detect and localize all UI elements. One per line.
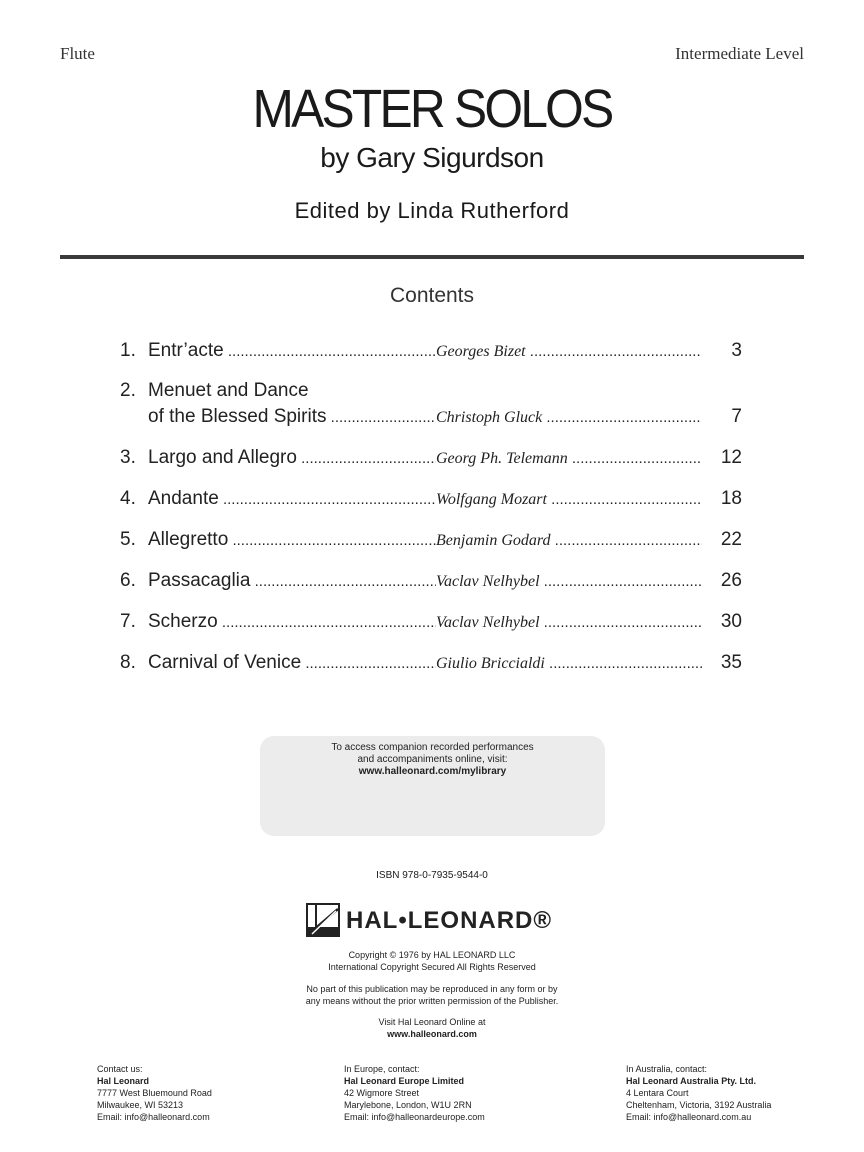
contact-label: In Australia, contact: xyxy=(626,1064,708,1074)
entry-title: Carnival of Venice ..... xyxy=(148,652,436,674)
entry-composer: Benjamin Godard ..... xyxy=(436,532,726,550)
hal-leonard-logo-icon xyxy=(306,903,340,937)
entry-number: 6. xyxy=(120,570,136,591)
entry-page: 18 xyxy=(702,488,742,510)
entry-title: Entr’acte ..... xyxy=(148,340,436,362)
reproduction-notice xyxy=(0,983,864,1007)
contact-name: Hal Leonard xyxy=(97,1076,150,1086)
entry-title: Passacaglia ..... xyxy=(148,570,436,592)
contents-heading: Contents xyxy=(389,284,475,307)
toc-entry[interactable] xyxy=(120,488,742,514)
instrument-label: Flute xyxy=(60,44,95,63)
toc-entry[interactable] xyxy=(120,340,742,366)
toc-entry[interactable] xyxy=(120,447,742,473)
visit-line1: Visit Hal Leonard Online at xyxy=(378,1017,486,1027)
entry-page: 22 xyxy=(702,529,742,551)
level-label: Intermediate Level xyxy=(675,44,804,63)
contact-email[interactable]: Email: info@halleonardeurope.com xyxy=(344,1112,485,1122)
access-text-line2: and accompaniments online, visit: xyxy=(357,754,508,765)
book-title: MASTER SOLOS xyxy=(252,79,612,139)
entry-number: 7. xyxy=(120,611,136,632)
entry-composer: Wolfgang Mozart ..... xyxy=(436,491,726,509)
copyright-line2: International Copyright Secured All Rights Reserved xyxy=(328,962,536,972)
entry-composer: Giulio Briccialdi ..... xyxy=(436,655,726,673)
entry-composer: Georg Ph. Telemann ..... xyxy=(436,450,726,468)
author-line: by Gary Sigurdson xyxy=(320,142,544,173)
entry-number: 3. xyxy=(120,447,136,468)
copyright-line1: Copyright © 1976 by HAL LEONARD LLC xyxy=(348,950,516,960)
toc-entry[interactable] xyxy=(120,380,742,432)
contact-address1: 4 Lentara Court xyxy=(626,1088,689,1098)
entry-composer: Christoph Gluck ..... xyxy=(436,409,726,427)
contact-europe-block xyxy=(344,1063,485,1123)
entry-number: 1. xyxy=(120,340,136,361)
entry-title-line1: Menuet and Dance xyxy=(148,380,309,401)
entry-number: 4. xyxy=(120,488,136,509)
entry-title: Largo and Allegro ..... xyxy=(148,447,436,469)
contact-email[interactable]: Email: info@halleonard.com.au xyxy=(626,1112,752,1122)
notice-line1: No part of this publication may be reproduced in any form or by xyxy=(306,984,558,994)
contact-label: Contact us: xyxy=(97,1064,143,1074)
contact-address2: Marylebone, London, W1U 2RN xyxy=(344,1100,472,1110)
entry-title: Scherzo ..... xyxy=(148,611,436,633)
editor-line: Edited by Linda Rutherford xyxy=(294,198,570,223)
entry-composer: Vaclav Nelhybel ..... xyxy=(436,614,726,632)
entry-number: 2. xyxy=(120,380,136,401)
contact-australia-block xyxy=(626,1063,771,1123)
contact-address2: Cheltenham, Victoria, 3192 Australia xyxy=(626,1100,772,1110)
notice-line2: any means without the prior written permission of the Publisher. xyxy=(305,996,559,1006)
contact-email[interactable]: Email: info@halleonard.com xyxy=(97,1112,210,1122)
entry-page: 7 xyxy=(702,406,742,428)
entry-title: Allegretto ..... xyxy=(148,529,436,551)
contact-name: Hal Leonard Australia Pty. Ltd. xyxy=(626,1076,757,1086)
entry-number: 8. xyxy=(120,652,136,673)
contact-address1: 7777 West Bluemound Road xyxy=(97,1088,212,1098)
publisher-logo xyxy=(306,903,558,939)
entry-page: 26 xyxy=(702,570,742,592)
toc-entry[interactable] xyxy=(120,652,742,678)
access-url-link[interactable]: www.halleonard.com/mylibrary xyxy=(358,766,507,777)
toc-entry[interactable] xyxy=(120,611,742,637)
entry-title: of the Blessed Spirits ..... xyxy=(148,406,436,428)
contact-name: Hal Leonard Europe Limited xyxy=(344,1076,465,1086)
visit-online-block xyxy=(0,1016,864,1040)
entry-title: Andante ..... xyxy=(148,488,436,510)
entry-number: 5. xyxy=(120,529,136,550)
toc-entry[interactable] xyxy=(120,570,742,596)
copyright-block xyxy=(0,949,864,973)
entry-page: 3 xyxy=(702,340,742,362)
entry-composer: Georges Bizet ..... xyxy=(436,343,726,361)
entry-page: 12 xyxy=(702,447,742,469)
online-access-box xyxy=(260,736,605,836)
contact-address2: Milwaukee, WI 53213 xyxy=(97,1100,184,1110)
entry-page: 35 xyxy=(702,652,742,674)
contact-label: In Europe, contact: xyxy=(344,1064,420,1074)
contact-us-block xyxy=(97,1063,212,1123)
isbn-text: ISBN 978-0-7935-9544-0 xyxy=(376,870,488,881)
logo-wordmark: HAL•LEONARD® xyxy=(346,907,553,934)
contact-address1: 42 Wigmore Street xyxy=(344,1088,420,1098)
entry-composer: Vaclav Nelhybel ..... xyxy=(436,573,726,591)
access-text-line1: To access companion recorded performances xyxy=(331,742,534,753)
entry-page: 30 xyxy=(702,611,742,633)
visit-url-link[interactable]: www.halleonard.com xyxy=(387,1029,477,1039)
toc-entry[interactable] xyxy=(120,529,742,555)
